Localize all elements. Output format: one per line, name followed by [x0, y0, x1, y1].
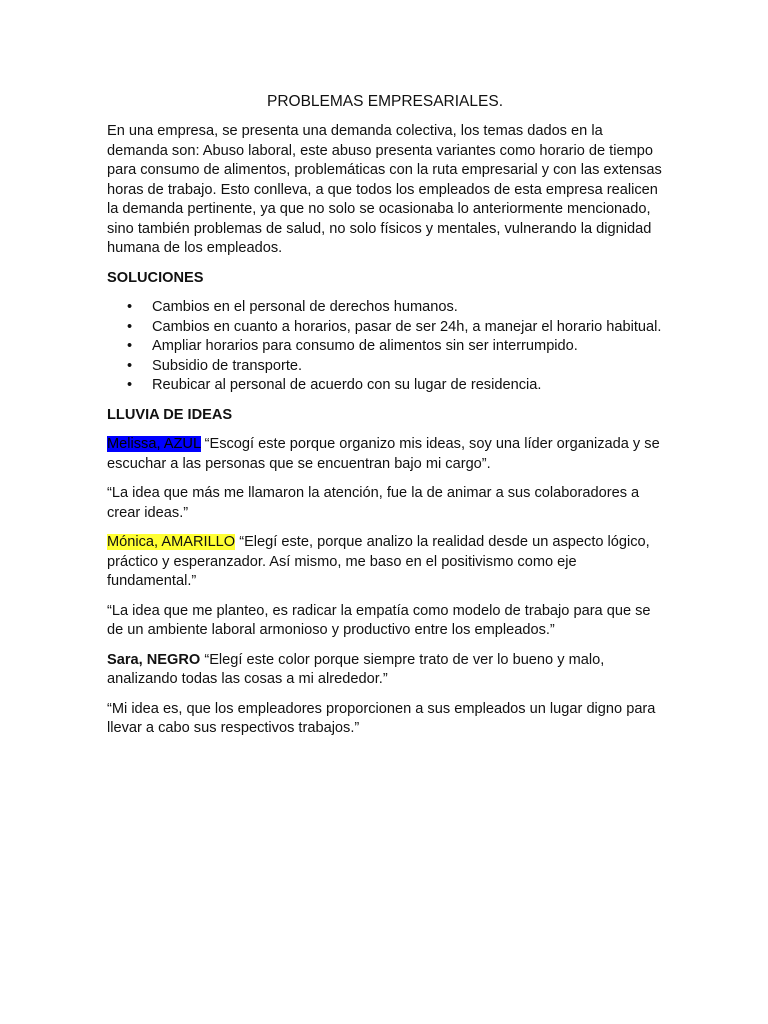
highlighted-name-blue: Melissa, AZUL: [107, 436, 201, 452]
highlighted-name-yellow: Mónica, AMARILLO: [107, 534, 236, 550]
solutions-heading: SOLUCIONES: [107, 269, 204, 286]
idea-quote-melissa: “La idea que más me llamaron la atención, fue la de animar a sus colaboradores a crear ideas.”: [107, 485, 640, 521]
list-item-text: Subsidio de transporte.: [152, 357, 303, 374]
statement-text: “Elegí este, porque analizo la realidad desde un aspecto lógico, práctico y esperanzador. Así mismo, me baso en el positivismo como eje fundamental.”: [107, 534, 650, 589]
bullet-icon: •: [127, 357, 133, 374]
idea-quote-monica: “La idea que me planteo, es radicar la empatía como modelo de trabajo para que se de un ambiente laboral armonioso y productivo entre los empleados.”: [107, 602, 651, 638]
list-item-text: Cambios en cuanto a horarios, pasar de ser 24h, a manejar el horario habitual.: [152, 318, 662, 335]
document-body: [107, 92, 663, 749]
list-item: [107, 376, 663, 396]
bullet-icon: •: [127, 338, 133, 354]
intro-paragraph: En una empresa, se presenta una demanda colectiva, los temas dados en la demanda son: Abuso laboral, este abuso presenta variantes como horario de tiempo para consumo de alimentos, problemáticas con la ruta empresarial y con las extensas horas de trabajo. Esto conlleva, a que todos los empleados de esta empresa realicen la demanda pertinente, ya que no solo se ocasionaba lo anteriormente mencionado, sino también problemas de salud, no solo físicos y mentales, vulnerando la dignidad humana de los empleados.: [107, 123, 662, 256]
bold-name: Sara, NEGRO: [107, 651, 201, 668]
bullet-icon: •: [127, 377, 133, 393]
list-item: [107, 357, 663, 377]
idea-quote-sara: “Mi idea es, que los empleadores proporcionen a sus empleados un lugar digno para llevar a cabo sus respectivos trabajos.”: [107, 700, 656, 736]
list-item: [107, 298, 663, 318]
statement-text: “Escogí este porque organizo mis ideas, soy una líder organizada y se escuchar a las personas que se encuentran bajo mi cargo”.: [107, 436, 660, 472]
idea-statement-melissa: [107, 435, 663, 474]
idea-statement-sara: [107, 651, 663, 690]
list-item: [107, 318, 663, 338]
list-item-text: Reubicar al personal de acuerdo con su lugar de residencia.: [152, 377, 542, 393]
list-item: [107, 337, 663, 357]
ideas-heading: LLUVIA DE IDEAS: [107, 406, 233, 423]
idea-statement-monica: [107, 533, 663, 592]
solutions-list: [107, 298, 663, 396]
list-item-text: Cambios en el personal de derechos humanos.: [152, 299, 458, 315]
page-title: PROBLEMAS EMPRESARIALES.: [266, 93, 504, 110]
list-item-text: Ampliar horarios para consumo de alimentos sin ser interrumpido.: [152, 338, 578, 354]
bullet-icon: •: [127, 318, 133, 335]
statement-text: “Elegí este color porque siempre trato de ver lo bueno y malo, analizando todas las cosas a mi alrededor.”: [107, 651, 605, 687]
bullet-icon: •: [127, 299, 133, 315]
